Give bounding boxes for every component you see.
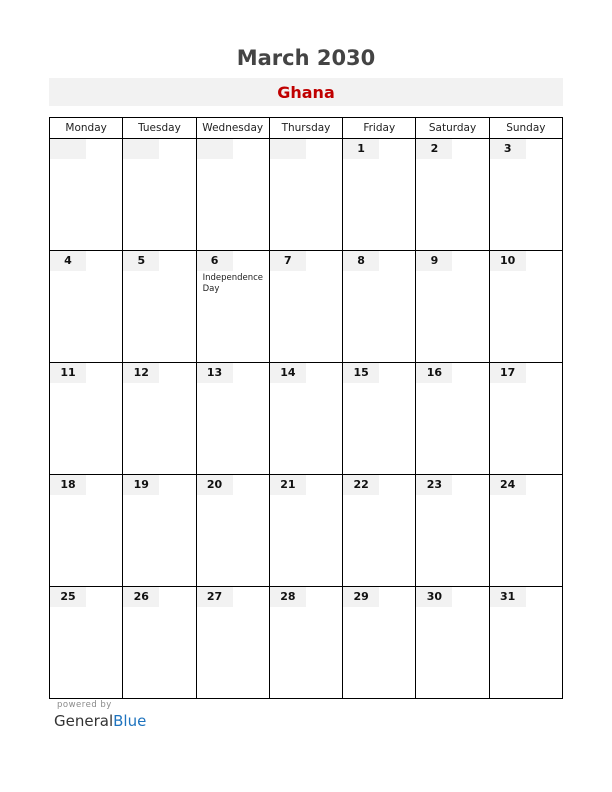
weekday-sunday: Sunday: [489, 118, 562, 139]
day-number: 7: [270, 251, 306, 271]
week-row: [50, 587, 563, 699]
day-cell: [489, 363, 562, 475]
day-number: 25: [50, 587, 86, 607]
day-cell: [269, 475, 342, 587]
day-cell: [196, 251, 269, 363]
week-row: [50, 251, 563, 363]
country-name: Ghana: [277, 83, 335, 102]
day-cell: [343, 587, 416, 699]
brand-part1: General: [54, 712, 114, 730]
day-cell: [416, 251, 489, 363]
day-number: 13: [197, 363, 233, 383]
day-cell: [489, 587, 562, 699]
day-cell: [196, 475, 269, 587]
day-number: 27: [197, 587, 233, 607]
day-cell: [50, 475, 123, 587]
day-cell: [489, 251, 562, 363]
weekday-tuesday: Tuesday: [123, 118, 196, 139]
day-number: [123, 139, 159, 159]
day-number: 21: [270, 475, 306, 495]
day-cell: [196, 363, 269, 475]
day-cell: [343, 139, 416, 251]
day-cell: [50, 363, 123, 475]
day-number: 17: [490, 363, 526, 383]
day-number: [197, 139, 233, 159]
day-cell: [196, 587, 269, 699]
day-cell: [123, 251, 196, 363]
day-number: 11: [50, 363, 86, 383]
weekday-thursday: Thursday: [269, 118, 342, 139]
country-banner: [49, 78, 563, 106]
day-cell: [269, 139, 342, 251]
day-cell: [416, 587, 489, 699]
day-number: 2: [416, 139, 452, 159]
week-row: [50, 139, 563, 251]
weekday-wednesday: Wednesday: [196, 118, 269, 139]
day-cell: [50, 587, 123, 699]
calendar-title: March 2030: [236, 46, 376, 70]
day-cell: [489, 139, 562, 251]
weekday-header-row: [50, 118, 563, 139]
day-number: 29: [343, 587, 379, 607]
day-number: 5: [123, 251, 159, 271]
day-cell: [123, 587, 196, 699]
weekday-saturday: Saturday: [416, 118, 489, 139]
day-cell: [489, 475, 562, 587]
brand-part2: Blue: [113, 712, 147, 730]
day-number: 6: [197, 251, 233, 271]
day-number: 31: [490, 587, 526, 607]
day-number: 28: [270, 587, 306, 607]
day-cell: [416, 139, 489, 251]
day-number: 1: [343, 139, 379, 159]
day-number: 18: [50, 475, 86, 495]
day-number: 24: [490, 475, 526, 495]
day-cell: [343, 475, 416, 587]
day-cell: [50, 251, 123, 363]
day-number: [270, 139, 306, 159]
powered-by-label: powered by: [57, 700, 112, 710]
day-number: 10: [490, 251, 526, 271]
day-number: 19: [123, 475, 159, 495]
day-number: 30: [416, 587, 452, 607]
weekday-monday: Monday: [50, 118, 123, 139]
day-cell: [269, 251, 342, 363]
day-cell: [50, 139, 123, 251]
day-number: 26: [123, 587, 159, 607]
week-row: [50, 363, 563, 475]
weekday-friday: Friday: [343, 118, 416, 139]
day-number: 15: [343, 363, 379, 383]
holiday-event: Independence Day: [202, 273, 264, 294]
day-number: 16: [416, 363, 452, 383]
day-cell: [416, 363, 489, 475]
day-number: 22: [343, 475, 379, 495]
day-number: 20: [197, 475, 233, 495]
day-number: 12: [123, 363, 159, 383]
day-cell: [269, 587, 342, 699]
day-cell: [416, 475, 489, 587]
day-number: 8: [343, 251, 379, 271]
calendar-grid: [49, 117, 563, 699]
day-number: 3: [490, 139, 526, 159]
day-cell: [269, 363, 342, 475]
calendar-body: [50, 139, 563, 699]
day-number: 23: [416, 475, 452, 495]
day-cell: [196, 139, 269, 251]
day-cell: [123, 139, 196, 251]
day-cell: [123, 475, 196, 587]
day-number: 14: [270, 363, 306, 383]
week-row: [50, 475, 563, 587]
brand-logo[interactable]: [54, 712, 146, 730]
day-number: [50, 139, 86, 159]
day-cell: [123, 363, 196, 475]
day-number: 4: [50, 251, 86, 271]
day-number: 9: [416, 251, 452, 271]
day-cell: [343, 251, 416, 363]
day-cell: [343, 363, 416, 475]
